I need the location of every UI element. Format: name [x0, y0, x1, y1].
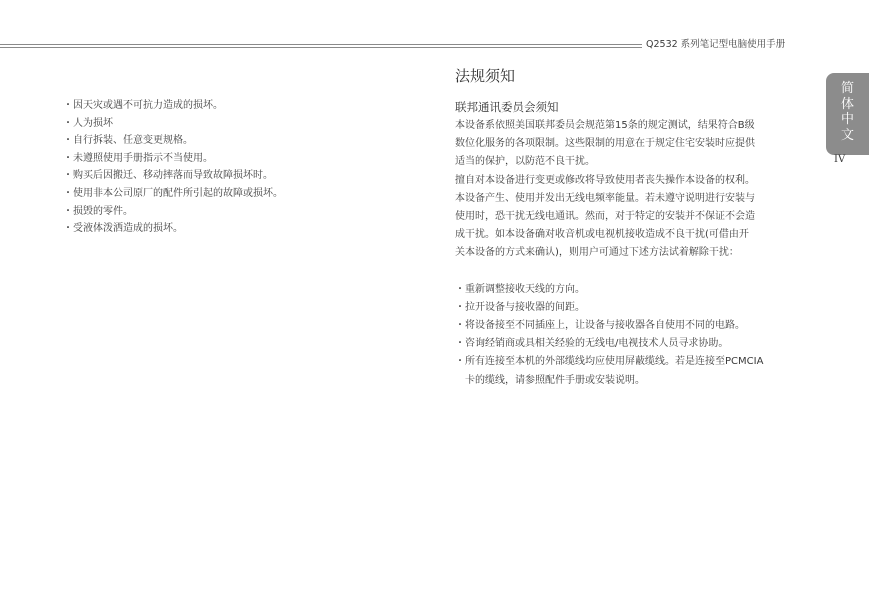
header-rule-top [0, 44, 642, 45]
list-item: ・购买后因搬迁、移动摔落而导致故障损坏时。 [63, 167, 423, 185]
running-header-title: Q2532 系列笔记型电脑使用手册 [646, 39, 786, 50]
bullet-icon: ・ [63, 152, 73, 164]
list-item: ・咨询经销商或具相关经验的无线电/电视技术人员寻求协助。 [455, 338, 729, 350]
page-number: IV [834, 154, 846, 165]
list-item: ・因天灾或遇不可抗力造成的损坏。 [63, 97, 423, 115]
bullet-icon: ・ [63, 223, 73, 235]
bullet-icon: ・ [455, 301, 465, 313]
warranty-exclusions-section [63, 97, 423, 238]
interference-measures-list [455, 281, 807, 390]
bullet-icon: ・ [455, 320, 465, 332]
bullet-icon: ・ [63, 100, 73, 111]
list-item: ・所有连接至本机的外部缆线均应使用屏蔽缆线。若是连接至PCMCIA 卡的缆线，请参照配件手册或安装说明。 [455, 356, 764, 386]
list-item: ・将设备接至不同插座上，让设备与接收器各自使用不同的电路。 [455, 320, 745, 332]
list-item: ・未遵照使用手册指示不当使用。 [63, 150, 423, 168]
list-item: ・损毁的零件。 [63, 203, 423, 221]
header-rule-bottom [0, 47, 642, 48]
fcc-notice-paragraph: 本设备系依照美国联邦委员会规范第15条的规定测试，结果符合B级 数位化服务的各项限制。这些限制的用意在于规定住宅安装时应提供 适当的保护，以防范不良干扰。 擅自对本设备进行变更或修改将导致使用者丧失操作本设备的权利。 本设备产生、使用并发出无线电频率能量。若未遵守说明进行安装与 使用时，恐干扰无线电通讯。然而，对于特定的安装并不保证不会造 成干扰。如本设备确对收音机或电视机接收造成不良干扰(可借由开 关本设备的方式来确认)，则用户可通过下述方法试着解除干扰： [455, 120, 755, 259]
list-item: ・拉开设备与接收器的间距。 [455, 301, 585, 313]
list-item: ・自行拆装、任意变更规格。 [63, 132, 423, 150]
language-tab-simplified-chinese: 简 体 中 文 [826, 73, 869, 155]
list-item: ・重新调整接收天线的方向。 [455, 283, 585, 295]
warranty-exclusions-list [63, 97, 423, 238]
regulations-section [455, 64, 807, 390]
bullet-icon: ・ [63, 170, 73, 182]
list-item: ・使用非本公司原厂的配件所引起的故障或损坏。 [63, 185, 423, 203]
bullet-icon: ・ [455, 283, 465, 295]
bullet-icon: ・ [63, 117, 73, 129]
list-item: ・受液体泼洒造成的损坏。 [63, 220, 423, 238]
fcc-notice-title: 联邦通讯委员会须知 [455, 100, 559, 114]
bullet-icon: ・ [455, 356, 465, 368]
bullet-icon: ・ [63, 135, 73, 147]
bullet-icon: ・ [63, 205, 73, 217]
bullet-icon: ・ [455, 338, 465, 350]
section-title: 法规须知 [455, 67, 516, 85]
list-item: ・人为损坏 [63, 115, 423, 133]
bullet-icon: ・ [63, 187, 73, 199]
